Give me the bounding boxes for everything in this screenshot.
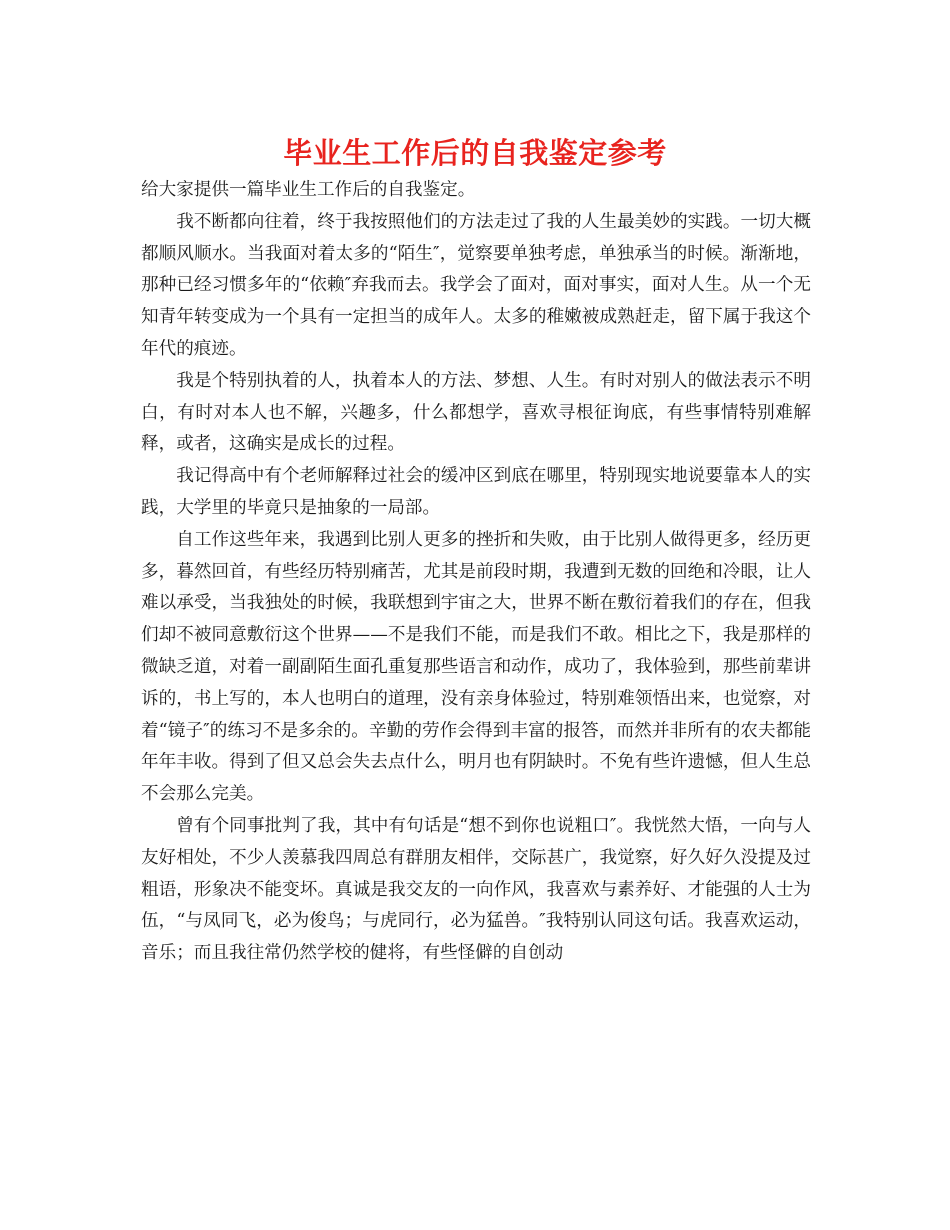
- body-paragraph: 我是个特别执着的人，执着本人的方法、梦想、人生。有时对别人的做法表示不明白，有时对本人也不解，兴趣多，什么都想学，喜欢寻根征询底，有些事情特别难解释，或者，这确实是成长的过程。: [141, 370, 811, 455]
- document-body: [141, 175, 811, 970]
- intro-paragraph: 给大家提供一篇毕业生工作后的自我鉴定。: [141, 180, 476, 200]
- body-paragraph: 我记得高中有个老师解释过社会的缓冲区到底在哪里，特别现实地说要靠本人的实践，大学里的毕竟只是抽象的一局部。: [141, 466, 811, 518]
- document-title: 毕业生工作后的自我鉴定参考: [283, 136, 667, 170]
- body-paragraph: 曾有个同事批判了我，其中有句话是“想不到你也说粗口″。我恍然大悟，一向与人友好相处，不少人羡慕我四周总有群朋友相伴，交际甚广，我觉察，好久好久没提及过粗语，形象决不能变坏。真诚是我交友的一向作风，我喜欢与素养好、才能强的人士为伍，“与凤同飞，必为俊鸟；与虎同行，必为猛兽。″我特别认同这句话。我喜欢运动，音乐；而且我往常仍然学校的健将，有些怪僻的自创动: [141, 815, 811, 964]
- body-paragraph: 自工作这些年来，我遇到比别人更多的挫折和失败，由于比别人做得更多，经历更多，暮然回首，有些经历特别痛苦，尤其是前段时期，我遭到无数的回绝和冷眼，让人难以承受，当我独处的时候，我联想到宇宙之大，世界不断在敷衍着我们的存在，但我们却不被同意敷衍这个世界——不是我们不能，而是我们不敢。相比之下，我是那样的微缺乏道，对着一副副陌生面孔重复那些语言和动作，成功了，我体验到，那些前辈讲诉的，书上写的，本人也明白的道理，没有亲身体验过，特别难领悟出来，也觉察，对着“镜子″的练习不是多余的。辛勤的劳作会得到丰富的报答，而然并非所有的农夫都能年年丰收。得到了但又总会失去点什么，明月也有阴缺时。不免有些许遗憾，但人生总不会那么完美。: [141, 529, 811, 805]
- body-paragraph: 我不断都向往着，终于我按照他们的方法走过了我的人生最美妙的实践。一切大概都顺风顺水。当我面对着太多的“陌生″，觉察要单独考虑，单独承当的时候。渐渐地，那种已经习惯多年的“依赖″弃我而去。我学会了面对，面对事实，面对人生。从一个无知青年转变成为一个具有一定担当的成年人。太多的稚嫩被成熟赶走，留下属于我这个年代的痕迹。: [141, 211, 811, 359]
